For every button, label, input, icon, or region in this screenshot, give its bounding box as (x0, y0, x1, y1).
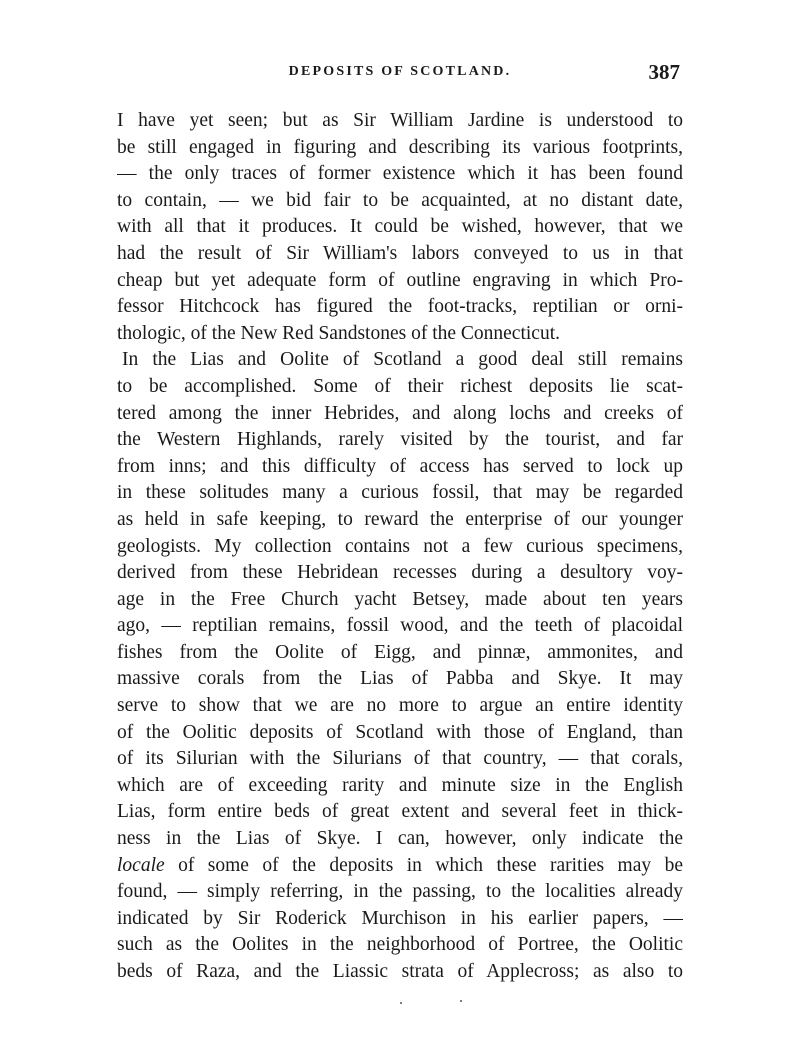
text-line: with all that it produces. It could be wished, however, that we (117, 216, 683, 238)
text-line: of its Silurian with the Silurians of that country, — that corals, (117, 748, 683, 770)
text-line: from inns; and this difficulty of access has served to lock up (117, 455, 683, 477)
speck (460, 1000, 462, 1002)
italic-line-rest: of some of the deposits in which these rarities may be (164, 854, 683, 876)
text-line: beds of Raza, and the Liassic strata of Applecross; as also to (117, 961, 683, 982)
text-line: ago, — reptilian remains, fossil wood, and the teeth of placoidal (117, 615, 683, 637)
text-line: geologists. My collection contains not a few curious specimens, (117, 535, 683, 557)
text-line: indicated by Sir Roderick Murchison in his earlier papers, — (117, 907, 683, 929)
text-line: Lias, form entire beds of great extent and several feet in thick- (117, 801, 683, 823)
text-line: tered among the inner Hebrides, and along lochs and creeks of (117, 402, 683, 424)
text-line-italic (117, 853, 683, 880)
running-head (120, 62, 680, 90)
page-number: 387 (648, 60, 680, 84)
text-line: massive corals from the Lias of Pabba and Skye. It may (117, 668, 683, 690)
text-line: cheap but yet adequate form of outline engraving in which Pro- (117, 269, 683, 291)
text-line: the Western Highlands, rarely visited by the tourist, and far (117, 429, 683, 451)
italic-term: locale (117, 854, 165, 876)
text-line: in these solitudes many a curious fossil, that may be regarded (117, 482, 683, 504)
text-line: as held in safe keeping, to reward the enterprise of our younger (117, 508, 683, 530)
text-line: derived from these Hebridean recesses during a desultory voy- (117, 562, 683, 584)
text-line: — the only traces of former existence which it has been found (117, 163, 683, 185)
text-line: of the Oolitic deposits of Scotland with those of England, than (117, 721, 683, 743)
text-line: which are of exceeding rarity and minute size in the English (117, 774, 683, 796)
running-title: DEPOSITS OF SCOTLAND. (288, 64, 512, 79)
text-line: fishes from the Oolite of Eigg, and pinnæ, ammonites, and (117, 641, 683, 663)
text-line: to be accomplished. Some of their richest deposits lie scat- (117, 375, 683, 397)
text-line: such as the Oolites in the neighborhood of Portree, the Oolitic (117, 934, 683, 956)
text-line: thologic, of the New Red Sandstones of the Connecticut. (117, 322, 560, 344)
page-speck-marks (400, 1000, 480, 1010)
paragraph-first-line: In the Lias and Oolite of Scotland a good deal still remains (122, 349, 683, 371)
text-line: found, — simply referring, in the passing, to the localities already (117, 881, 683, 903)
speck (400, 1002, 402, 1004)
text-line: to contain, — we bid fair to be acquainted, at no distant date, (117, 189, 683, 211)
text-line: be still engaged in figuring and describing its various footprints, (117, 136, 683, 158)
text-line: serve to show that we are no more to argue an entire identity (117, 695, 683, 717)
text-line: age in the Free Church yacht Betsey, made about ten years (117, 588, 683, 610)
text-line: I have yet seen; but as Sir William Jardine is understood to (117, 110, 683, 131)
text-line: fessor Hitchcock has figured the foot-tracks, reptilian or orni- (117, 296, 683, 318)
text-line: had the result of Sir William's labors conveyed to us in that (117, 242, 683, 264)
text-line: ness in the Lias of Skye. I can, however, only indicate the (117, 828, 683, 850)
body-text (117, 108, 683, 986)
